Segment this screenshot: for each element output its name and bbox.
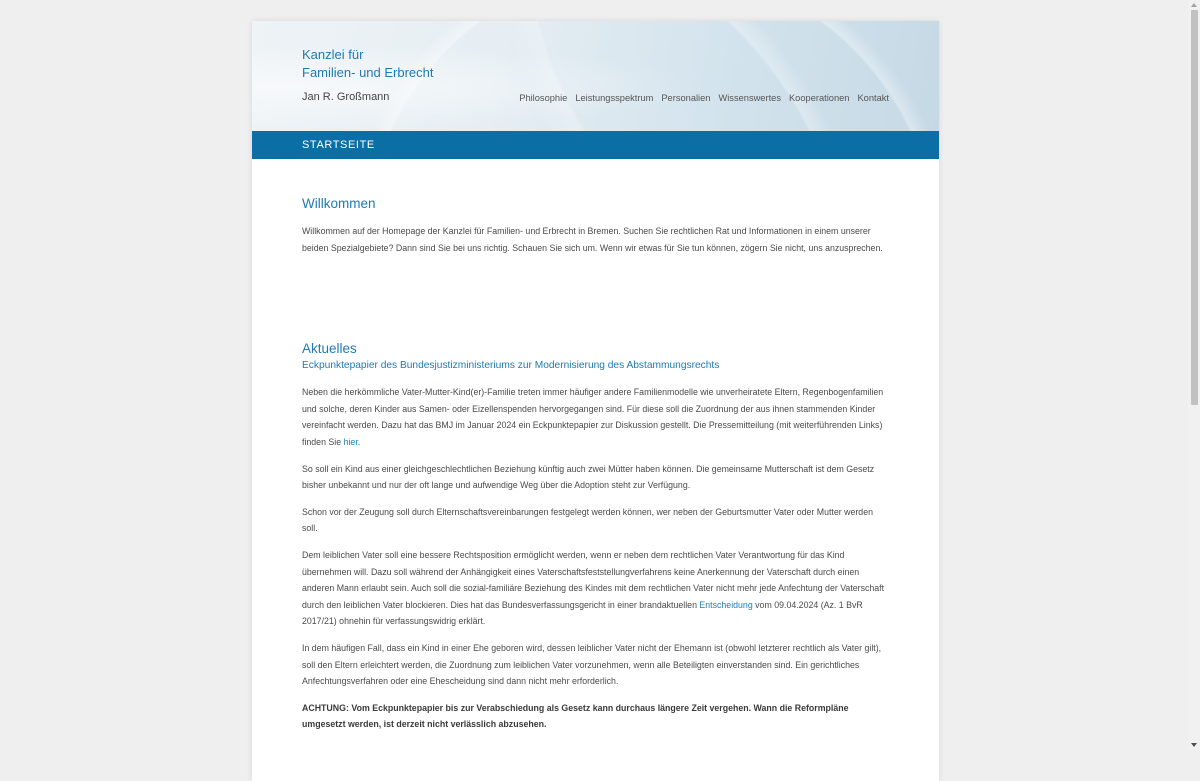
site-title[interactable] [302,46,434,82]
nav-item-leistungsspektrum[interactable]: Leistungsspektrum [575,93,654,103]
brand [302,46,434,104]
paragraph-text: vom 09.04.2024 (Az. 1 BvR 2017/21) ohnehin für verfassungswidrig erklärt. [302,599,863,627]
welcome-section [302,195,889,256]
site-header [252,21,939,131]
welcome-heading: Willkommen [302,196,376,211]
vertical-scrollbar[interactable] [1188,0,1200,750]
press-release-link[interactable]: hier [343,436,358,447]
page-title: STARTSEITE [302,139,375,151]
news-paragraph-5: In dem häufigen Fall, dass ein Kind in einer Ehe geboren wird, dessen leiblicher Vater nicht der Ehemann ist (obwohl letzterer rechtlich als Vater gilt), soll den Eltern erleichtert werden, die Zuordnung zum leiblichen Vater vorzunehmen, wenn alle Beteiligten einverstanden sind. Ein gerichtliches Anfechtungsverfahren oder eine Ehescheidung sind dann nicht mehr erforderlich. [302,642,882,687]
court-decision-link[interactable]: Entscheidung [699,599,753,610]
nav-item-kontakt[interactable]: Kontakt [857,93,889,103]
scroll-down-arrow-icon[interactable] [1191,743,1197,747]
news-heading: Aktuelles [302,341,357,357]
nav-item-kooperationen[interactable]: Kooperationen [788,93,850,103]
main-nav [519,92,889,104]
news-section [302,340,889,733]
nav-item-wissenswertes[interactable]: Wissenswertes [718,93,781,103]
news-paragraph-3: Schon vor der Zeugung soll durch Elternschaftsvereinbarungen festgelegt werden können, wer neben der Geburtsmutter Vater oder Mutter werden soll. [302,506,873,534]
page-container [252,21,939,781]
main-content [252,159,939,733]
site-owner: Jan R. Großmann [302,91,390,103]
paragraph-text: Dem leiblichen Vater soll eine bessere Rechtsposition ermöglicht werden, wenn er neben dem rechtlichen Vater Verantwortung für das Kind übernehmen will. Dazu soll während der Anhängigkeit eines Vaterschaftsfeststellungverfahrens keine Anerkennung der Vaterschaft durch einen anderen Mann erlaubt sein. Auch soll die sozial-familiäre Beziehung des Kindes mit dem rechtlichen Vater nicht mehr jede Anfechtung der Vaterschaft durch den leiblichen Vater blockieren. Dies hat das Bundesverfassungsgericht in einer brandaktuellen [302,549,885,610]
news-paragraph-1 [302,384,889,450]
news-paragraph-2: So soll ein Kind aus einer gleichgeschlechtlichen Beziehung künftig auch zwei Mütter haben können. Die gemeinsame Mutterschaft ist dem Gesetz bisher unbekannt und nur der oft lange und aufwendige Weg über die Adoption steht zur Verfügung. [302,463,875,491]
news-paragraph-4 [302,547,889,630]
welcome-text: Willkommen auf der Homepage der Kanzlei für Familien- und Erbrecht in Bremen. Suchen Sie rechtlichen Rat und Informationen in einem unserer beiden Spezialgebiete? Dann sind Sie bei uns richtig. Schauen Sie sich um. Wenn wir etwas für Sie tun können, zögern Sie nicht, uns anzusprechen. [302,226,883,253]
nav-item-personalien[interactable]: Personalien [661,93,711,103]
nav-item-philosophie[interactable]: Philosophie [519,93,568,103]
news-subheading: Eckpunktepapier des Bundesjustizministeriums zur Modernisierung des Abstammungsrechts [302,360,720,372]
page-title-bar [252,131,939,159]
paragraph-text: Neben die herkömmliche Vater-Mutter-Kind(er)-Familie treten immer häufiger andere Familienmodelle wie unverheiratete Eltern, Regenbogenfamilien und solche, deren Kinder aus Samen- oder Eizellenspenden hervorgegangen sind. Für diese soll die Zuordnung der aus ihnen stammenden Kinder vereinfacht werden. Dazu hat das BMJ im Januar 2024 ein Eckpunktepapier zur Diskussion gestellt. Die Pressemitteilung (mit weiterführenden Links) finden Sie [302,387,884,447]
scrollbar-thumb[interactable] [1191,10,1198,405]
news-warning-paragraph: ACHTUNG: Vom Eckpunktepapier bis zur Verabschiedung als Gesetz kann durchaus längere Zeit vergehen. Wann die Reformpläne umgesetzt werden, ist derzeit nicht verlässlich abzusehen. [302,702,849,730]
scroll-up-arrow-icon[interactable] [1191,3,1197,7]
paragraph-text: . [357,436,361,447]
site-title-line-1[interactable]: Kanzlei für [302,47,364,62]
site-title-line-2[interactable]: Familien- und Erbrecht [302,65,434,80]
section-spacer [302,256,889,340]
